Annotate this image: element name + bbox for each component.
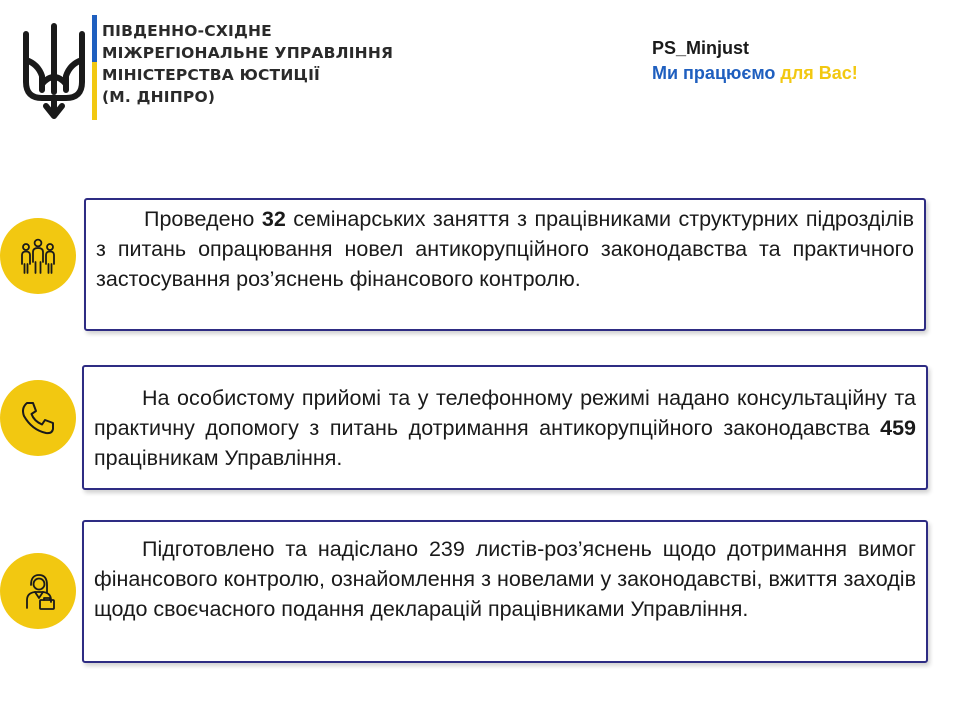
social-block	[652, 36, 858, 86]
trident-emblem-icon	[18, 20, 90, 120]
slogan-part-blue: Ми працюємо	[652, 63, 776, 83]
card-text-part: семінарських заняття з працівниками структурних підрозділів з питань опрацювання новел антикорупційного законодавства та практичного застосування роз’яснень фінансового контролю.	[96, 207, 914, 291]
card-text-part: Проведено	[144, 207, 262, 231]
org-name-line: МІЖРЕГІОНАЛЬНЕ УПРАВЛІННЯ	[102, 44, 394, 62]
card-text-part: працівникам Управління.	[94, 446, 343, 470]
accent-bar-blue	[92, 15, 97, 62]
slogan-part-yellow: для Вас!	[780, 63, 858, 83]
info-card-consultations	[82, 365, 928, 490]
phone-icon	[18, 398, 58, 438]
office-worker-icon	[18, 571, 58, 611]
card-text	[94, 371, 916, 473]
badge-worker	[0, 553, 76, 629]
card-text-part: На особистому прийомі та у телефонному режимі надано консультаційну та практичну допомогу з питань дотримання антикорупційного законодавства	[94, 386, 916, 440]
highlight-number: 459	[880, 416, 916, 440]
slogan	[652, 61, 858, 86]
org-name-line: ПІВДЕННО-СХІДНЕ	[102, 22, 272, 40]
social-handle: PS_Minjust	[652, 38, 750, 58]
info-card-letters	[82, 520, 928, 663]
accent-bar-yellow	[92, 62, 97, 120]
highlight-number: 32	[261, 207, 286, 231]
badge-phone	[0, 380, 76, 456]
badge-people	[0, 218, 76, 294]
people-group-icon	[18, 236, 58, 276]
info-card-seminars	[84, 198, 926, 331]
org-name-line: МІНІСТЕРСТВА ЮСТИЦІЇ	[102, 66, 321, 84]
card-text	[96, 204, 914, 294]
organization-name	[102, 20, 393, 108]
card-text: Підготовлено та надіслано 239 листів-роз’яснень щодо дотримання вимог фінансового контролю, ознайомлення з новелами у законодавстві, вжиття заходів щодо своєчасного подання декларацій працівниками Управління.	[94, 537, 916, 621]
org-name-line: (М. ДНІПРО)	[102, 88, 216, 106]
